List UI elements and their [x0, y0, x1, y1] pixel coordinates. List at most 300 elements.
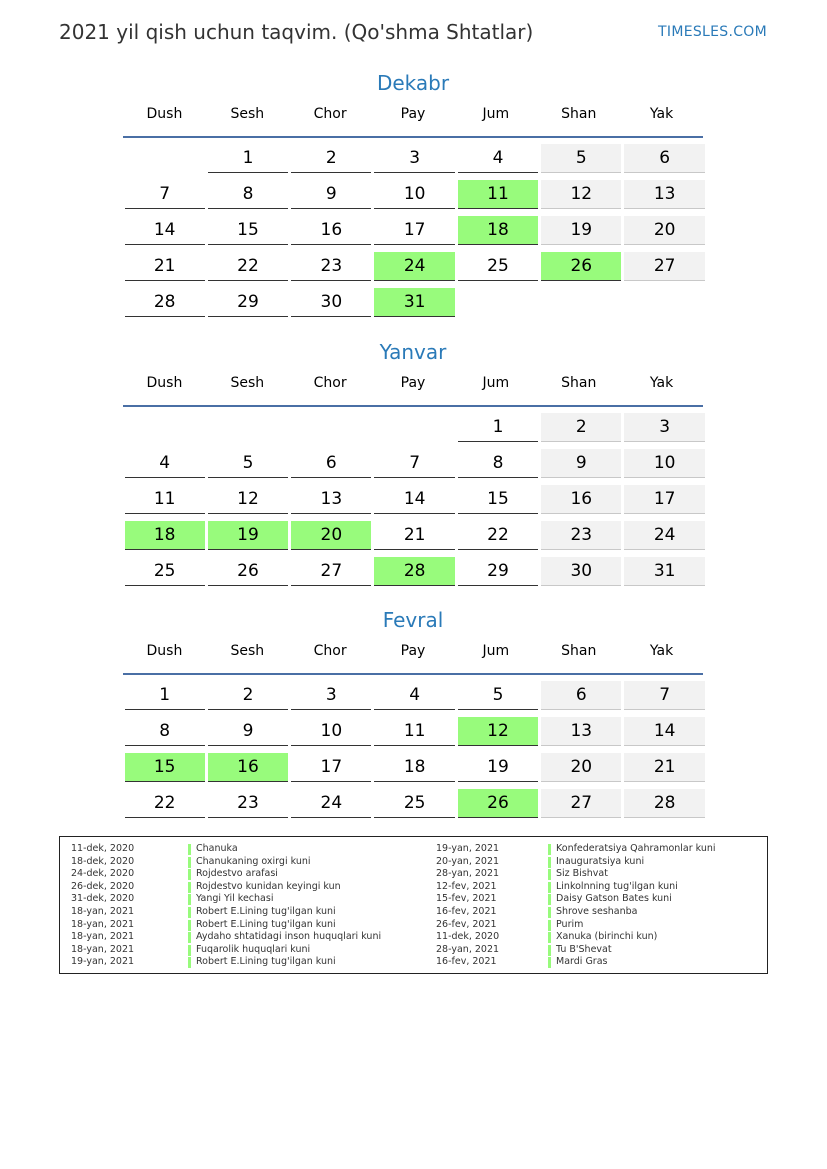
legend-row [436, 931, 756, 944]
day-number: 3 [374, 144, 454, 173]
day-cell [624, 519, 704, 555]
legend-row [436, 906, 756, 919]
day-cell [541, 142, 621, 178]
legend-row [436, 956, 756, 969]
day-cell [458, 555, 538, 591]
legend-row [436, 868, 756, 881]
legend-holiday-name: Chanuka [196, 843, 238, 854]
legend-row [71, 931, 431, 944]
day-cell [624, 411, 704, 447]
day-number: 14 [374, 485, 454, 514]
legend-color-marker [548, 920, 551, 931]
day-number: 3 [291, 681, 371, 710]
day-number: 25 [125, 557, 205, 586]
day-cell [291, 679, 371, 715]
weekday-label: Jum [482, 375, 510, 391]
day-number: 7 [125, 180, 205, 209]
day-number: 20 [541, 753, 621, 782]
legend-row [71, 919, 431, 932]
holiday-day-cell [208, 751, 288, 787]
day-number: 9 [208, 717, 288, 746]
day-number: 26 [208, 557, 288, 586]
legend-date: 15-fev, 2021 [436, 893, 497, 905]
day-number: 12 [458, 717, 538, 746]
legend-color-marker [548, 844, 551, 855]
day-cell [374, 751, 454, 787]
legend-date: 19-yan, 2021 [71, 956, 135, 968]
day-number: 4 [125, 449, 205, 478]
legend-color-marker [548, 894, 551, 905]
legend-holiday-name: Shrove seshanba [556, 905, 638, 917]
legend-row [436, 919, 756, 932]
day-number: 7 [624, 681, 704, 710]
legend-row [71, 843, 431, 856]
day-cell [291, 555, 371, 591]
day-cell [125, 447, 205, 483]
day-number: 10 [624, 449, 704, 478]
day-grid [123, 142, 703, 322]
legend-row [71, 956, 431, 969]
day-number: 14 [125, 216, 205, 245]
day-number: 6 [624, 144, 704, 173]
weekday-label: Dush [146, 106, 183, 122]
day-number: 21 [125, 252, 205, 281]
legend-holiday-name: Linkolnning tug'ilgan kuni [556, 880, 678, 892]
legend-date: 12-fev, 2021 [436, 880, 497, 892]
holiday-day-cell [208, 519, 288, 555]
day-cell [458, 751, 538, 787]
day-cell [541, 214, 621, 250]
day-cell [125, 555, 205, 591]
legend-holiday-name: Robert E.Lining tug'ilgan kuni [196, 918, 336, 930]
weekday-label: Jum [482, 643, 510, 659]
day-number: 4 [374, 681, 454, 710]
day-number: 26 [541, 252, 621, 281]
day-cell [458, 411, 538, 447]
day-cell [374, 715, 454, 751]
day-cell [125, 483, 205, 519]
day-cell [125, 787, 205, 823]
legend-color-marker [188, 945, 191, 956]
legend-color-marker [548, 945, 551, 956]
legend-row [71, 944, 431, 957]
day-cell [125, 286, 205, 322]
day-cell [541, 411, 621, 447]
legend-date: 24-dek, 2020 [71, 868, 135, 880]
day-cell [624, 555, 704, 591]
day-cell [541, 483, 621, 519]
legend-date: 28-yan, 2021 [436, 868, 500, 880]
legend-color-marker [188, 869, 191, 880]
weekday-label: Yak [649, 643, 674, 659]
holiday-day-cell [541, 250, 621, 286]
legend-date: 18-yan, 2021 [71, 918, 135, 930]
holiday-day-cell [374, 250, 454, 286]
holiday-day-cell [458, 214, 538, 250]
weekday-label: Jum [482, 106, 510, 122]
empty-day-cell [374, 411, 454, 447]
day-number: 28 [125, 288, 205, 317]
day-cell [624, 483, 704, 519]
legend-holiday-name: Chanukaning oxirgi kuni [196, 855, 311, 867]
day-number: 24 [374, 252, 454, 281]
day-cell [541, 679, 621, 715]
day-cell [291, 250, 371, 286]
day-cell [458, 447, 538, 483]
weekday-label: Dush [146, 375, 183, 391]
site-link[interactable]: TIMESLES.COM [658, 24, 767, 40]
day-number: 12 [208, 485, 288, 514]
legend-color-marker [188, 957, 191, 968]
weekday-label: Chor [313, 106, 347, 122]
day-cell [291, 483, 371, 519]
day-number: 14 [624, 717, 704, 746]
day-cell [624, 715, 704, 751]
legend-row [71, 906, 431, 919]
day-number: 8 [458, 449, 538, 478]
day-number: 6 [541, 681, 621, 710]
weekday-label: Pay [400, 643, 426, 659]
day-number: 21 [624, 753, 704, 782]
day-number: 20 [624, 216, 704, 245]
legend-row [436, 944, 756, 957]
day-cell [374, 447, 454, 483]
page-title: 2021 yil qish uchun taqvim. (Qo'shma Shtatlar) [59, 20, 534, 44]
day-cell [125, 679, 205, 715]
day-number: 13 [624, 180, 704, 209]
day-number: 13 [291, 485, 371, 514]
header-rule [123, 673, 703, 675]
day-number: 1 [208, 144, 288, 173]
weekday-header [123, 643, 703, 671]
legend-holiday-name: Robert E.Lining tug'ilgan kuni [196, 956, 336, 968]
weekday-label: Shan [561, 375, 597, 391]
day-number: 28 [374, 557, 454, 586]
month-january [123, 337, 703, 591]
day-number: 16 [208, 753, 288, 782]
day-number: 16 [541, 485, 621, 514]
legend-holiday-name: Konfederatsiya Qahramonlar kuni [556, 843, 716, 854]
day-number: 6 [291, 449, 371, 478]
day-number: 19 [208, 521, 288, 550]
empty-day-cell [208, 411, 288, 447]
legend-date: 28-yan, 2021 [436, 943, 500, 955]
legend-date: 11-dek, 2020 [436, 931, 500, 943]
legend-color-marker [548, 932, 551, 943]
weekday-label: Yak [649, 106, 674, 122]
day-number: 20 [291, 521, 371, 550]
day-number: 22 [208, 252, 288, 281]
day-cell [125, 250, 205, 286]
day-number: 25 [458, 252, 538, 281]
legend-date: 18-yan, 2021 [71, 943, 135, 955]
day-number: 19 [541, 216, 621, 245]
day-number: 12 [541, 180, 621, 209]
legend-date: 31-dek, 2020 [71, 893, 135, 905]
day-cell [624, 447, 704, 483]
day-number: 8 [125, 717, 205, 746]
legend-color-marker [548, 857, 551, 868]
header-rule [123, 136, 703, 138]
legend-color-marker [548, 907, 551, 918]
day-cell [208, 286, 288, 322]
day-number: 3 [624, 413, 704, 442]
day-number: 31 [374, 288, 454, 317]
weekday-label: Sesh [230, 106, 265, 122]
legend-color-marker [188, 844, 191, 855]
month-title: Dekabr [376, 71, 450, 95]
day-cell [208, 483, 288, 519]
day-grid [123, 411, 703, 591]
empty-day-cell [125, 411, 205, 447]
day-cell [374, 483, 454, 519]
weekday-header [123, 375, 703, 403]
legend-holiday-name: Robert E.Lining tug'ilgan kuni [196, 905, 336, 917]
month-february [123, 605, 703, 823]
day-cell [541, 787, 621, 823]
holiday-day-cell [374, 286, 454, 322]
day-number: 25 [374, 789, 454, 818]
day-number: 18 [125, 521, 205, 550]
day-number: 1 [458, 413, 538, 442]
legend-row [436, 856, 756, 869]
weekday-label: Pay [400, 375, 426, 391]
weekday-label: Shan [561, 643, 597, 659]
day-cell [541, 715, 621, 751]
day-cell [125, 178, 205, 214]
legend-holiday-name: Rojdestvo kunidan keyingi kun [196, 880, 341, 892]
legend-holiday-name: Inauguratsiya kuni [556, 855, 645, 867]
holiday-day-cell [125, 519, 205, 555]
day-cell [208, 214, 288, 250]
day-cell [291, 751, 371, 787]
day-cell [374, 519, 454, 555]
day-grid [123, 679, 703, 823]
legend-color-marker [548, 882, 551, 893]
day-number: 5 [541, 144, 621, 173]
day-number: 2 [541, 413, 621, 442]
legend-holiday-name: Rojdestvo arafasi [196, 868, 278, 880]
legend-holiday-name: Fuqarolik huquqlari kuni [196, 943, 311, 955]
weekday-label: Yak [649, 375, 674, 391]
day-cell [458, 519, 538, 555]
day-number: 27 [624, 252, 704, 281]
day-cell [125, 715, 205, 751]
day-cell [291, 214, 371, 250]
day-cell [125, 214, 205, 250]
legend-color-marker [188, 920, 191, 931]
legend-date: 16-fev, 2021 [436, 956, 497, 968]
day-number: 31 [624, 557, 704, 586]
day-cell [458, 142, 538, 178]
legend-color-marker [188, 894, 191, 905]
day-number: 22 [458, 521, 538, 550]
legend-color-marker [188, 882, 191, 893]
weekday-header [123, 106, 703, 134]
weekday-label: Chor [313, 375, 347, 391]
holiday-day-cell [125, 751, 205, 787]
day-number: 7 [374, 449, 454, 478]
legend-holiday-name: Mardi Gras [556, 956, 608, 968]
legend-row [436, 893, 756, 906]
day-cell [374, 178, 454, 214]
legend-date: 16-fev, 2021 [436, 905, 497, 917]
day-number: 16 [291, 216, 371, 245]
day-number: 11 [374, 717, 454, 746]
day-number: 15 [458, 485, 538, 514]
month-title: Yanvar [379, 340, 447, 364]
legend-row [71, 856, 431, 869]
legend-color-marker [188, 932, 191, 943]
day-cell [208, 679, 288, 715]
legend-holiday-name: Xanuka (birinchi kun) [556, 931, 658, 943]
day-cell [208, 142, 288, 178]
day-cell [624, 679, 704, 715]
day-cell [208, 787, 288, 823]
day-cell [291, 178, 371, 214]
day-number: 24 [624, 521, 704, 550]
day-cell [291, 715, 371, 751]
day-number: 26 [458, 789, 538, 818]
legend-holiday-name: Yangi Yil kechasi [196, 893, 274, 905]
legend-holiday-name: Aydaho shtatidagi inson huquqlari kuni [196, 931, 382, 943]
legend-date: 11-dek, 2020 [71, 843, 135, 854]
legend-date: 18-yan, 2021 [71, 905, 135, 917]
month-december [123, 68, 703, 322]
legend-row [71, 893, 431, 906]
day-number: 27 [291, 557, 371, 586]
legend-column-left [71, 843, 431, 969]
day-number: 8 [208, 180, 288, 209]
day-number: 15 [125, 753, 205, 782]
day-cell [374, 142, 454, 178]
day-number: 10 [291, 717, 371, 746]
day-cell [541, 519, 621, 555]
day-cell [291, 787, 371, 823]
day-number: 11 [125, 485, 205, 514]
day-number: 24 [291, 789, 371, 818]
day-cell [458, 679, 538, 715]
day-cell [208, 250, 288, 286]
legend-column-right [436, 843, 756, 969]
day-number: 17 [374, 216, 454, 245]
day-cell [291, 447, 371, 483]
legend-holiday-name: Tu B'Shevat [556, 943, 612, 955]
holiday-day-cell [458, 178, 538, 214]
legend-color-marker [548, 869, 551, 880]
day-number: 9 [291, 180, 371, 209]
day-cell [208, 715, 288, 751]
day-number: 29 [208, 288, 288, 317]
day-number: 18 [374, 753, 454, 782]
month-title: Fevral [382, 608, 444, 632]
legend-row [436, 881, 756, 894]
day-number: 17 [624, 485, 704, 514]
holiday-day-cell [374, 555, 454, 591]
day-cell [624, 751, 704, 787]
holiday-day-cell [458, 715, 538, 751]
day-cell [624, 178, 704, 214]
day-cell [208, 555, 288, 591]
holiday-legend [59, 836, 768, 974]
legend-color-marker [188, 857, 191, 868]
day-number: 1 [125, 681, 205, 710]
day-cell [624, 142, 704, 178]
day-number: 23 [541, 521, 621, 550]
day-number: 21 [374, 521, 454, 550]
day-number: 19 [458, 753, 538, 782]
day-cell [541, 447, 621, 483]
day-cell [374, 679, 454, 715]
day-cell [541, 178, 621, 214]
day-number: 15 [208, 216, 288, 245]
day-cell [541, 555, 621, 591]
holiday-day-cell [291, 519, 371, 555]
day-cell [624, 250, 704, 286]
day-number: 2 [208, 681, 288, 710]
holiday-day-cell [458, 787, 538, 823]
legend-row [436, 843, 756, 856]
day-number: 4 [458, 144, 538, 173]
legend-date: 18-yan, 2021 [71, 931, 135, 943]
day-number: 27 [541, 789, 621, 818]
weekday-label: Sesh [230, 643, 265, 659]
day-number: 30 [291, 288, 371, 317]
day-cell [624, 214, 704, 250]
legend-holiday-name: Daisy Gatson Bates kuni [556, 893, 672, 905]
legend-date: 19-yan, 2021 [436, 843, 500, 854]
day-number: 29 [458, 557, 538, 586]
weekday-label: Dush [146, 643, 183, 659]
legend-holiday-name: Purim [556, 918, 584, 930]
day-number: 17 [291, 753, 371, 782]
weekday-label: Chor [313, 643, 347, 659]
day-number: 2 [291, 144, 371, 173]
weekday-label: Shan [561, 106, 597, 122]
legend-date: 26-fev, 2021 [436, 918, 497, 930]
empty-day-cell [291, 411, 371, 447]
day-number: 9 [541, 449, 621, 478]
empty-day-cell [125, 142, 205, 178]
day-cell [291, 286, 371, 322]
day-cell [624, 787, 704, 823]
legend-date: 18-dek, 2020 [71, 855, 135, 867]
legend-row [71, 881, 431, 894]
day-number: 18 [458, 216, 538, 245]
day-number: 10 [374, 180, 454, 209]
day-cell [208, 178, 288, 214]
day-cell [374, 787, 454, 823]
day-cell [208, 447, 288, 483]
legend-color-marker [188, 907, 191, 918]
weekday-label: Sesh [230, 375, 265, 391]
day-cell [291, 142, 371, 178]
day-cell [374, 214, 454, 250]
day-cell [458, 483, 538, 519]
legend-row [71, 868, 431, 881]
day-number: 5 [458, 681, 538, 710]
day-cell [458, 250, 538, 286]
day-number: 11 [458, 180, 538, 209]
legend-holiday-name: Siz Bishvat [556, 868, 608, 880]
weekday-label: Pay [400, 106, 426, 122]
day-number: 23 [208, 789, 288, 818]
day-cell [541, 751, 621, 787]
day-number: 5 [208, 449, 288, 478]
legend-color-marker [548, 957, 551, 968]
day-number: 28 [624, 789, 704, 818]
day-number: 23 [291, 252, 371, 281]
